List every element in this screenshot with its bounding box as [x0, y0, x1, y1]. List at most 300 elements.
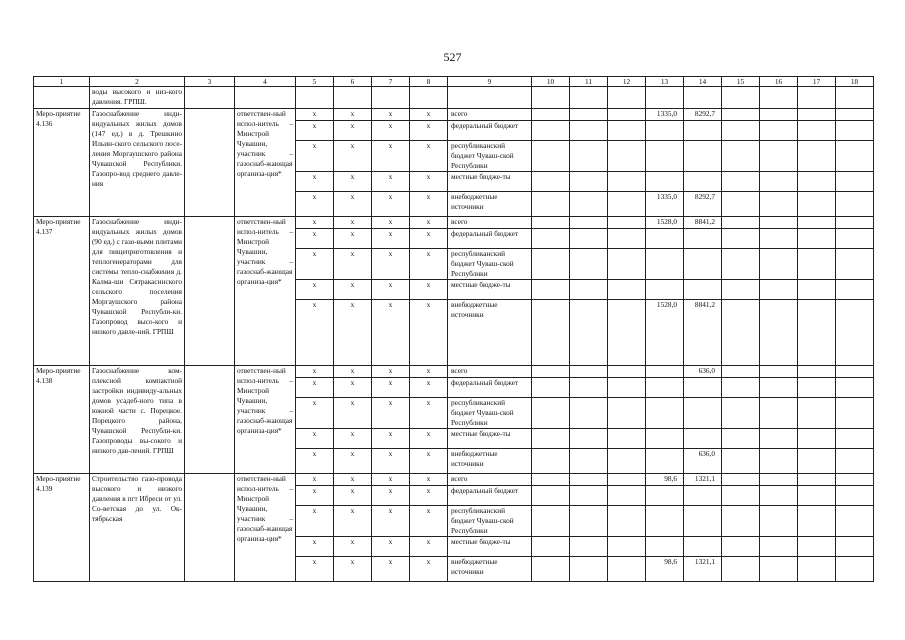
- code-mark-8: х: [410, 172, 448, 192]
- code-mark-6: х: [334, 486, 372, 506]
- empty-cell: [798, 474, 836, 486]
- empty-cell: [410, 87, 448, 109]
- empty-cell: [760, 398, 798, 429]
- funding-source: всего: [448, 109, 532, 121]
- empty-cell: [836, 474, 874, 486]
- amount-col-13: 98,6: [646, 557, 684, 582]
- code-mark-6: х: [334, 109, 372, 121]
- code-mark-8: х: [410, 398, 448, 429]
- empty-cell: [760, 109, 798, 121]
- empty-cell: [836, 537, 874, 557]
- code-mark-8: х: [410, 474, 448, 486]
- amount-col-14: 636,0: [684, 366, 722, 378]
- code-mark-5: х: [296, 192, 334, 217]
- empty-cell: [532, 557, 570, 582]
- code-mark-5: х: [296, 506, 334, 537]
- code-mark-5: х: [296, 378, 334, 398]
- empty-cell: [798, 249, 836, 280]
- code-mark-8: х: [410, 192, 448, 217]
- funding-source: республиканский бюджет Чуваш-ской Республики: [448, 398, 532, 429]
- executor: ответствен-ный испол-нитель – Минстрой Чувашии, участник – газоснаб-жающая организа-ция*: [235, 217, 296, 366]
- code-mark-7: х: [372, 429, 410, 449]
- code-mark-7: х: [372, 398, 410, 429]
- code-mark-7: х: [372, 366, 410, 378]
- amount-col-13: [646, 249, 684, 280]
- empty-cell: [798, 506, 836, 537]
- empty-cell: [760, 192, 798, 217]
- amount-col-14: 8292,7: [684, 192, 722, 217]
- empty-cell: [532, 249, 570, 280]
- empty-cell: [235, 87, 296, 109]
- empty-cell: [836, 229, 874, 249]
- empty-cell: [798, 557, 836, 582]
- empty-cell: [836, 249, 874, 280]
- funding-source: внебюджетные источники: [448, 300, 532, 366]
- empty-cell: [570, 398, 608, 429]
- code-mark-6: х: [334, 249, 372, 280]
- empty-cell: [798, 109, 836, 121]
- empty-cell: [722, 109, 760, 121]
- code-mark-6: х: [334, 280, 372, 300]
- column-number: 13: [646, 77, 684, 87]
- empty-cell: [836, 141, 874, 172]
- column-number: 12: [608, 77, 646, 87]
- column-number: 18: [836, 77, 874, 87]
- empty-cell: [570, 378, 608, 398]
- code-mark-6: х: [334, 449, 372, 474]
- empty-cell: [608, 192, 646, 217]
- empty-cell: [532, 449, 570, 474]
- empty-cell: [532, 141, 570, 172]
- code-mark-8: х: [410, 557, 448, 582]
- empty-cell: [570, 474, 608, 486]
- code-mark-8: х: [410, 217, 448, 229]
- empty-cell: [760, 429, 798, 449]
- code-mark-6: х: [334, 217, 372, 229]
- funding-source: всего: [448, 217, 532, 229]
- empty-cell: [372, 87, 410, 109]
- empty-cell: [798, 217, 836, 229]
- empty-cell: [296, 87, 334, 109]
- table-row: [34, 109, 874, 121]
- empty-cell: [608, 537, 646, 557]
- empty-cell: [722, 506, 760, 537]
- column-number: 6: [334, 77, 372, 87]
- empty-cell: [798, 486, 836, 506]
- empty-cell: [608, 172, 646, 192]
- empty-cell: [836, 506, 874, 537]
- empty-cell: [722, 229, 760, 249]
- code-mark-5: х: [296, 537, 334, 557]
- code-mark-6: х: [334, 557, 372, 582]
- empty-cell: [570, 506, 608, 537]
- empty-cell: [646, 87, 684, 109]
- amount-col-14: [684, 506, 722, 537]
- code-mark-8: х: [410, 449, 448, 474]
- empty-cell: [570, 557, 608, 582]
- empty-cell: [722, 449, 760, 474]
- funding-source: внебюджетные источники: [448, 192, 532, 217]
- code-mark-5: х: [296, 229, 334, 249]
- page-number: 527: [443, 50, 462, 64]
- code-mark-5: х: [296, 141, 334, 172]
- empty-cell: [570, 300, 608, 366]
- empty-cell: [722, 557, 760, 582]
- amount-col-14: [684, 229, 722, 249]
- empty-cell: [570, 449, 608, 474]
- funding-source: федеральный бюджет: [448, 121, 532, 141]
- empty-cell: [532, 378, 570, 398]
- code-mark-7: х: [372, 172, 410, 192]
- empty-cell: [532, 429, 570, 449]
- empty-cell: [684, 87, 722, 109]
- code-mark-6: х: [334, 537, 372, 557]
- amount-col-14: 1321,1: [684, 557, 722, 582]
- amount-col-13: 1335,0: [646, 192, 684, 217]
- code-mark-5: х: [296, 121, 334, 141]
- empty-cell: [760, 172, 798, 192]
- empty-cell: [836, 429, 874, 449]
- empty-cell: [798, 300, 836, 366]
- empty-cell: [608, 474, 646, 486]
- column-number: 8: [410, 77, 448, 87]
- empty-cell: [608, 121, 646, 141]
- code-mark-7: х: [372, 141, 410, 172]
- measure-code: Меро-приятие 4.138: [34, 366, 90, 474]
- empty-cell: [798, 280, 836, 300]
- empty-cell: [760, 557, 798, 582]
- amount-col-14: [684, 172, 722, 192]
- empty-cell: [760, 537, 798, 557]
- code-mark-6: х: [334, 474, 372, 486]
- measure-code: Меро-приятие 4.139: [34, 474, 90, 582]
- code-mark-5: х: [296, 217, 334, 229]
- funding-source: федеральный бюджет: [448, 229, 532, 249]
- code-mark-8: х: [410, 109, 448, 121]
- empty-cell: [760, 141, 798, 172]
- empty-cell: [760, 474, 798, 486]
- empty-cell: [334, 87, 372, 109]
- empty-cell: [570, 366, 608, 378]
- code-mark-6: х: [334, 366, 372, 378]
- empty-cell: [608, 300, 646, 366]
- funding-source: федеральный бюджет: [448, 486, 532, 506]
- empty-cell: [760, 486, 798, 506]
- amount-col-13: [646, 121, 684, 141]
- code-mark-8: х: [410, 378, 448, 398]
- empty-cell: [836, 378, 874, 398]
- code-mark-7: х: [372, 300, 410, 366]
- empty-cell: [836, 109, 874, 121]
- amount-col-13: [646, 141, 684, 172]
- code-mark-5: х: [296, 486, 334, 506]
- amount-col-13: [646, 537, 684, 557]
- empty-cell: [798, 172, 836, 192]
- empty-cell: [532, 486, 570, 506]
- code-mark-7: х: [372, 192, 410, 217]
- empty-cell: [798, 121, 836, 141]
- amount-col-14: [684, 141, 722, 172]
- continuation-code-cell: [34, 87, 90, 109]
- amount-col-14: [684, 249, 722, 280]
- empty-cell: [836, 172, 874, 192]
- column-number: 15: [722, 77, 760, 87]
- code-mark-6: х: [334, 398, 372, 429]
- amount-col-14: [684, 378, 722, 398]
- amount-col-13: 1335,0: [646, 109, 684, 121]
- amount-col-14: 636,0: [684, 449, 722, 474]
- funding-source: республиканский бюджет Чуваш-ской Республики: [448, 141, 532, 172]
- column-number: 5: [296, 77, 334, 87]
- amount-col-14: [684, 280, 722, 300]
- code-mark-6: х: [334, 429, 372, 449]
- empty-cell: [760, 217, 798, 229]
- empty-cell: [722, 141, 760, 172]
- empty-cell: [760, 87, 798, 109]
- column-number: 7: [372, 77, 410, 87]
- empty-cell: [836, 449, 874, 474]
- code-mark-7: х: [372, 378, 410, 398]
- code-mark-7: х: [372, 506, 410, 537]
- funding-source: местные бюдже-ты: [448, 429, 532, 449]
- empty-cell: [798, 398, 836, 429]
- empty-cell: [532, 192, 570, 217]
- empty-cell: [722, 474, 760, 486]
- measure-name: Газоснабжение инди-видуальных жилых домов (90 ед.) с газо-выми плитами для пищеприготовления и теплогенераторами для системы тепло-снабжения д. Калма-ши Сятракасинского сельского поселения Моргаушского района Чувашской Республи-ки. Газопровод высо-кого и низкого давле-ний. ГРПШ: [90, 217, 185, 366]
- empty-cell: [532, 172, 570, 192]
- empty-cell: [798, 141, 836, 172]
- funding-source: республиканский бюджет Чуваш-ской Республики: [448, 506, 532, 537]
- empty-cell: [608, 398, 646, 429]
- column-3-cell: [185, 366, 235, 474]
- continuation-row: [34, 87, 874, 109]
- empty-cell: [532, 280, 570, 300]
- column-3-cell: [185, 217, 235, 366]
- amount-col-14: [684, 537, 722, 557]
- empty-cell: [722, 172, 760, 192]
- code-mark-5: х: [296, 366, 334, 378]
- code-mark-5: х: [296, 249, 334, 280]
- empty-cell: [532, 121, 570, 141]
- empty-cell: [570, 280, 608, 300]
- empty-cell: [532, 109, 570, 121]
- code-mark-6: х: [334, 229, 372, 249]
- empty-cell: [608, 249, 646, 280]
- empty-cell: [570, 121, 608, 141]
- code-mark-8: х: [410, 141, 448, 172]
- column-number: 16: [760, 77, 798, 87]
- empty-cell: [608, 87, 646, 109]
- empty-cell: [608, 506, 646, 537]
- empty-cell: [532, 87, 570, 109]
- empty-cell: [570, 217, 608, 229]
- empty-cell: [760, 121, 798, 141]
- code-mark-7: х: [372, 217, 410, 229]
- code-mark-8: х: [410, 506, 448, 537]
- funding-source: всего: [448, 474, 532, 486]
- code-mark-5: х: [296, 398, 334, 429]
- empty-cell: [570, 141, 608, 172]
- executor: ответствен-ный испол-нитель – Минстрой Чувашии, участник – газоснаб-жающая организа-ция*: [235, 474, 296, 582]
- column-number: 14: [684, 77, 722, 87]
- empty-cell: [760, 366, 798, 378]
- code-mark-7: х: [372, 229, 410, 249]
- funding-source: федеральный бюджет: [448, 378, 532, 398]
- empty-cell: [836, 280, 874, 300]
- funding-source: внебюджетные источники: [448, 449, 532, 474]
- empty-cell: [836, 121, 874, 141]
- measure-name: Газоснабжение ком-плексной компактной застройки индивиду-альных домов усадеб-ного типа в южной части с. Порецкое. Порецкого района, Чувашской Республи-ки. Газопроводы вы-сокого и низкого дав-лений. ГРПШ: [90, 366, 185, 474]
- empty-cell: [798, 229, 836, 249]
- funding-source: всего: [448, 366, 532, 378]
- code-mark-5: х: [296, 300, 334, 366]
- empty-cell: [722, 87, 760, 109]
- amount-col-13: [646, 280, 684, 300]
- empty-cell: [532, 537, 570, 557]
- empty-cell: [570, 172, 608, 192]
- empty-cell: [760, 506, 798, 537]
- funding-source: местные бюдже-ты: [448, 537, 532, 557]
- empty-cell: [570, 192, 608, 217]
- code-mark-7: х: [372, 249, 410, 280]
- amount-col-13: [646, 449, 684, 474]
- empty-cell: [722, 537, 760, 557]
- executor: ответствен-ный испол-нитель – Минстрой Чувашии, участник – газоснаб-жающая организа-ция*: [235, 366, 296, 474]
- measure-code: Меро-приятие 4.137: [34, 217, 90, 366]
- code-mark-7: х: [372, 557, 410, 582]
- code-mark-8: х: [410, 121, 448, 141]
- empty-cell: [532, 217, 570, 229]
- amount-col-14: 1321,1: [684, 474, 722, 486]
- code-mark-7: х: [372, 537, 410, 557]
- empty-cell: [722, 486, 760, 506]
- empty-cell: [836, 87, 874, 109]
- measure-name: Газоснабжение инди-видуальных жилых домов (147 ед.) в д. Трешкино Ильин-ского сельского посе-ления Моргаушского района Чувашской Республики. Газопро-вод среднего давле-ния: [90, 109, 185, 217]
- empty-cell: [836, 366, 874, 378]
- code-mark-8: х: [410, 486, 448, 506]
- empty-cell: [722, 280, 760, 300]
- code-mark-8: х: [410, 229, 448, 249]
- amount-col-14: [684, 398, 722, 429]
- measure-name: Строительство газо-провода высокого и низкого давления в пгт Ибреси от ул. Со-ветская до ул. Ок-тябрьская: [90, 474, 185, 582]
- empty-cell: [570, 87, 608, 109]
- code-mark-5: х: [296, 109, 334, 121]
- amount-col-13: [646, 506, 684, 537]
- empty-cell: [760, 449, 798, 474]
- code-mark-6: х: [334, 172, 372, 192]
- code-mark-7: х: [372, 109, 410, 121]
- measure-code: Меро-приятие 4.136: [34, 109, 90, 217]
- column-3-cell: [185, 474, 235, 582]
- code-mark-8: х: [410, 280, 448, 300]
- code-mark-6: х: [334, 121, 372, 141]
- funding-source: внебюджетные источники: [448, 557, 532, 582]
- column-number: 17: [798, 77, 836, 87]
- empty-cell: [608, 449, 646, 474]
- code-mark-6: х: [334, 141, 372, 172]
- code-mark-5: х: [296, 449, 334, 474]
- code-mark-7: х: [372, 486, 410, 506]
- empty-cell: [185, 87, 235, 109]
- amount-col-13: [646, 229, 684, 249]
- empty-cell: [836, 300, 874, 366]
- code-mark-8: х: [410, 249, 448, 280]
- code-mark-7: х: [372, 121, 410, 141]
- empty-cell: [836, 486, 874, 506]
- column-number: 2: [90, 77, 185, 87]
- empty-cell: [836, 192, 874, 217]
- code-mark-6: х: [334, 300, 372, 366]
- column-number: 10: [532, 77, 570, 87]
- empty-cell: [722, 378, 760, 398]
- empty-cell: [608, 378, 646, 398]
- column-number-row: [34, 77, 874, 87]
- empty-cell: [570, 537, 608, 557]
- empty-cell: [570, 429, 608, 449]
- empty-cell: [798, 87, 836, 109]
- empty-cell: [760, 249, 798, 280]
- amount-col-14: [684, 429, 722, 449]
- table-row: [34, 474, 874, 486]
- empty-cell: [760, 300, 798, 366]
- amount-col-14: [684, 486, 722, 506]
- empty-cell: [798, 366, 836, 378]
- empty-cell: [608, 141, 646, 172]
- code-mark-5: х: [296, 172, 334, 192]
- table-row: [34, 217, 874, 229]
- empty-cell: [608, 229, 646, 249]
- empty-cell: [608, 486, 646, 506]
- code-mark-8: х: [410, 429, 448, 449]
- empty-cell: [570, 109, 608, 121]
- amount-col-13: 98,6: [646, 474, 684, 486]
- code-mark-6: х: [334, 378, 372, 398]
- amount-col-13: [646, 172, 684, 192]
- empty-cell: [532, 398, 570, 429]
- funding-source: республиканский бюджет Чуваш-ской Республики: [448, 249, 532, 280]
- amount-col-13: [646, 366, 684, 378]
- code-mark-5: х: [296, 429, 334, 449]
- code-mark-7: х: [372, 449, 410, 474]
- funding-source: местные бюдже-ты: [448, 280, 532, 300]
- empty-cell: [570, 229, 608, 249]
- code-mark-5: х: [296, 557, 334, 582]
- code-mark-7: х: [372, 280, 410, 300]
- empty-cell: [532, 506, 570, 537]
- empty-cell: [760, 280, 798, 300]
- column-number: 11: [570, 77, 608, 87]
- empty-cell: [836, 217, 874, 229]
- empty-cell: [722, 429, 760, 449]
- empty-cell: [532, 474, 570, 486]
- empty-cell: [722, 192, 760, 217]
- code-mark-6: х: [334, 192, 372, 217]
- amount-col-14: [684, 121, 722, 141]
- column-number: 4: [235, 77, 296, 87]
- executor: ответствен-ный испол-нитель – Минстрой Чувашии, участник – газоснаб-жающая организа-ция*: [235, 109, 296, 217]
- column-number: 9: [448, 77, 532, 87]
- empty-cell: [760, 378, 798, 398]
- empty-cell: [836, 557, 874, 582]
- continuation-text: воды высокого и низ-кого давления. ГРПШ.: [90, 87, 185, 109]
- empty-cell: [798, 429, 836, 449]
- empty-cell: [722, 398, 760, 429]
- code-mark-8: х: [410, 537, 448, 557]
- amount-col-13: 1528,0: [646, 217, 684, 229]
- empty-cell: [608, 109, 646, 121]
- empty-cell: [722, 300, 760, 366]
- empty-cell: [532, 300, 570, 366]
